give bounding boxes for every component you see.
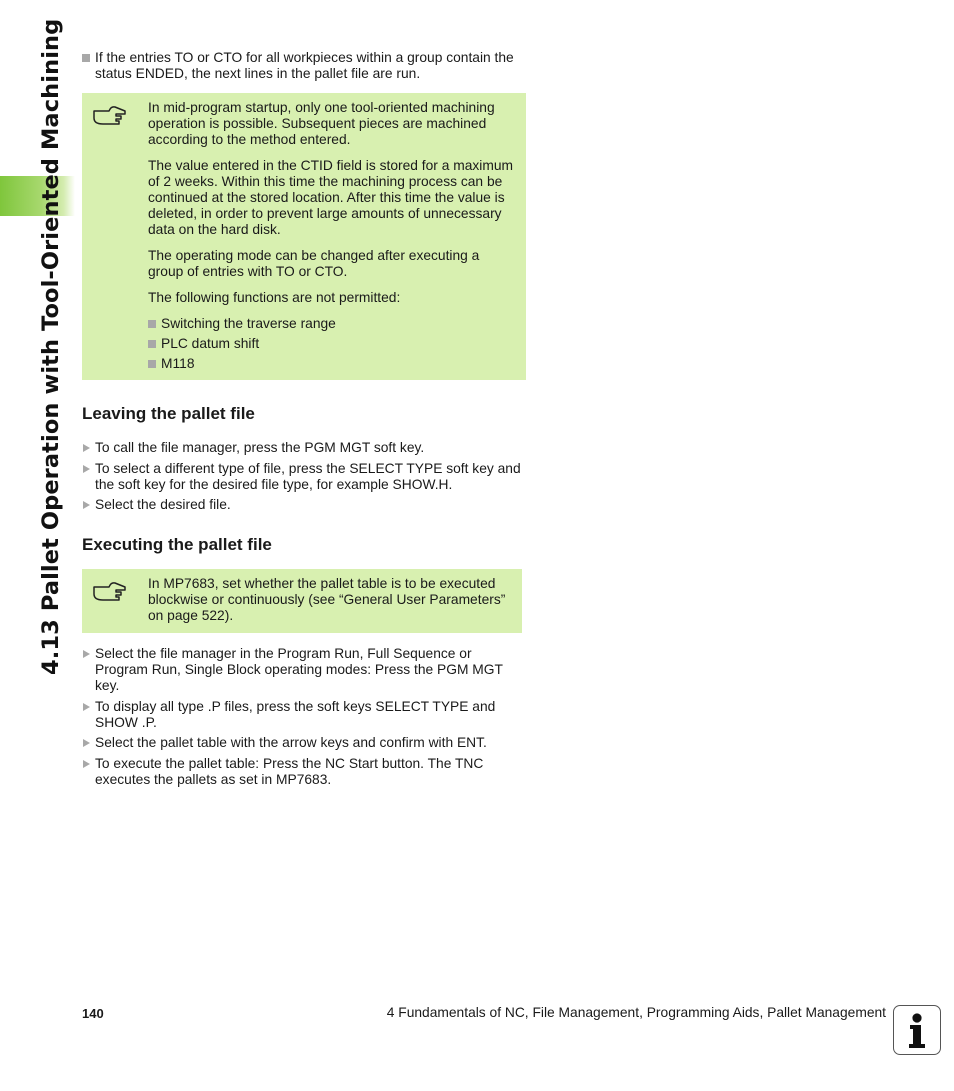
note-paragraph: The operating mode can be changed after executing a group of entries with TO or CTO. — [148, 248, 480, 279]
step-item: To execute the pallet table: Press the NC Start button. The TNC executes the pallets as set in MP7683. — [82, 756, 527, 788]
step-item: To call the file manager, press the PGM MGT soft key. — [82, 440, 527, 456]
info-glyph-icon — [894, 1006, 939, 1053]
step-item: To select a different type of file, press the SELECT TYPE soft key and the soft key for the desired file type, for example SHOW.H. — [82, 461, 527, 493]
note-paragraph: The value entered in the CTID field is stored for a maximum of 2 weeks. Within this time the machining process can be continued at the stored location. After this time the value is deleted, in order to prevent large amounts of unnecessary data on the hard disk. — [148, 158, 514, 237]
step-item: Select the desired file. — [82, 497, 527, 513]
arrow-bullet-icon — [83, 501, 90, 509]
section-title-vertical: 4.13 Pallet Operation with Tool-Oriented Machining — [38, 18, 64, 675]
note-paragraph: In MP7683, set whether the pallet table is to be executed blockwise or continuously (see “General User Parameters” on page 522). — [148, 576, 506, 623]
square-bullet-icon — [82, 54, 90, 62]
intro-bullet: If the entries TO or CTO for all workpieces within a group contain the status ENDED, the next lines in the pallet file are run. — [82, 50, 527, 82]
note-box-1 — [82, 93, 526, 380]
square-bullet-icon — [148, 340, 156, 348]
arrow-bullet-icon — [83, 444, 90, 452]
heading-executing: Executing the pallet file — [82, 535, 272, 554]
page-number: 140 — [82, 1006, 104, 1021]
note-paragraph: The following functions are not permitted: — [148, 290, 401, 305]
arrow-bullet-icon — [83, 703, 90, 711]
step-item: Select the file manager in the Program Run, Full Sequence or Program Run, Single Block operating modes: Press the PGM MGT key. — [82, 646, 527, 694]
note-box-2 — [82, 569, 522, 633]
square-bullet-icon — [148, 320, 156, 328]
chapter-footer: 4 Fundamentals of NC, File Management, Programming Aids, Pallet Management — [386, 1005, 886, 1020]
step-item: To display all type .P files, press the soft keys SELECT TYPE and SHOW .P. — [82, 699, 527, 731]
arrow-bullet-icon — [83, 650, 90, 658]
heading-leaving: Leaving the pallet file — [82, 404, 255, 423]
pointing-hand-icon — [91, 579, 127, 603]
arrow-bullet-icon — [83, 465, 90, 473]
list-item: PLC datum shift — [148, 336, 514, 352]
arrow-bullet-icon — [83, 739, 90, 747]
info-icon — [893, 1005, 941, 1055]
list-item: Switching the traverse range — [148, 316, 514, 332]
list-item: M118 — [148, 356, 514, 372]
note-paragraph: In mid-program startup, only one tool-oriented machining operation is possible. Subsequent pieces are machined according to the method entered. — [148, 100, 495, 147]
arrow-bullet-icon — [83, 760, 90, 768]
step-item: Select the pallet table with the arrow keys and confirm with ENT. — [82, 735, 527, 751]
main-content — [82, 50, 527, 792]
pointing-hand-icon — [91, 103, 127, 127]
square-bullet-icon — [148, 360, 156, 368]
